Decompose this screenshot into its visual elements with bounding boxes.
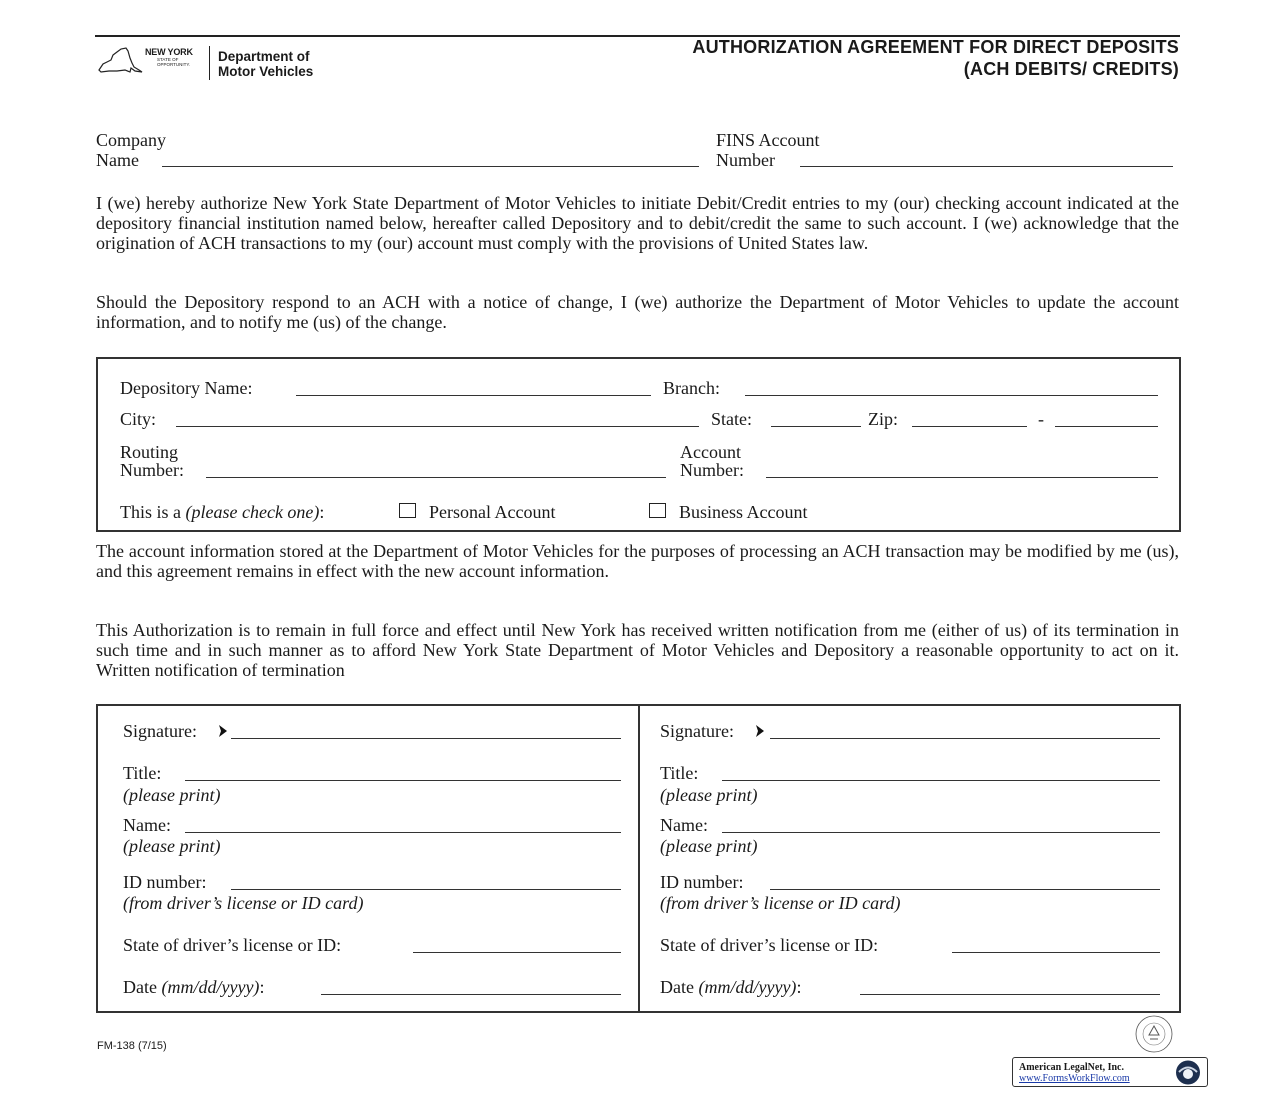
company-name-field[interactable] <box>162 152 699 167</box>
title-label: Title: <box>123 763 162 783</box>
logo-tagline: STATE OF OPPORTUNITY. <box>157 57 191 67</box>
title-field[interactable] <box>722 766 1160 781</box>
name-label: Name: <box>123 815 171 835</box>
title-hint: (please print) <box>660 785 758 805</box>
signature-box-divider <box>638 704 640 1013</box>
id-number-field[interactable] <box>770 875 1160 890</box>
legalnet-globe-icon <box>1171 1059 1205 1086</box>
fins-account-field[interactable] <box>800 152 1173 167</box>
id-number-label: ID number: <box>660 872 744 892</box>
signature-pointer-icon <box>218 724 228 738</box>
id-number-hint: (from driver’s license or ID card) <box>123 893 364 913</box>
id-number-field[interactable] <box>231 875 621 890</box>
fins-account-label: FINS Account Number <box>716 130 820 170</box>
personal-account-label: Personal Account <box>429 502 556 522</box>
recycle-seal-icon <box>1119 1014 1181 1054</box>
license-state-field[interactable] <box>413 938 621 953</box>
signature-pointer-icon <box>755 724 765 738</box>
form-code: FM-138 (7/15) <box>97 1040 167 1052</box>
license-state-label: State of driver’s license or ID: <box>123 935 342 955</box>
routing-number-field[interactable] <box>206 463 666 478</box>
branch-field[interactable] <box>745 381 1158 396</box>
dmv-logo <box>97 44 357 84</box>
state-label: State: <box>711 409 752 429</box>
account-modification-paragraph: The account information stored at the Department of Motor Vehicles for the purposes of processing an ACH transaction may be modified by me (us), and this agreement remains in effect with the new account information. <box>96 541 1179 581</box>
signer-block-2 <box>660 704 1160 1013</box>
logo-divider <box>209 46 210 80</box>
routing-number-label: Routing Number: <box>120 442 184 480</box>
signer-block-1 <box>123 704 623 1013</box>
legalnet-name: American LegalNet, Inc. <box>1019 1062 1124 1073</box>
depository-name-label: Depository Name: <box>120 378 253 398</box>
date-field[interactable] <box>860 980 1160 995</box>
company-name-label: Company Name <box>96 130 166 170</box>
legalnet-url-link[interactable]: www.FormsWorkFlow.com <box>1019 1073 1130 1084</box>
signature-label: Signature: <box>660 721 734 741</box>
zip-field[interactable] <box>912 412 1027 427</box>
account-type-row: This is a (please check one): <box>120 502 325 522</box>
city-field[interactable] <box>176 412 699 427</box>
logo-state-text: NEW YORK <box>145 47 193 57</box>
american-legalnet-badge[interactable] <box>1012 1057 1208 1087</box>
account-number-field[interactable] <box>766 463 1158 478</box>
form-title-line1: AUTHORIZATION AGREEMENT FOR DIRECT DEPOSITS <box>692 37 1179 57</box>
zip-dash: - <box>1038 409 1044 429</box>
zip-extension-field[interactable] <box>1055 412 1158 427</box>
logo-department: Department of Motor Vehicles <box>218 49 314 79</box>
city-label: City: <box>120 409 157 429</box>
date-label: Date (mm/dd/yyyy): <box>660 977 802 997</box>
branch-label: Branch: <box>663 378 720 398</box>
business-account-label: Business Account <box>679 502 808 522</box>
name-label: Name: <box>660 815 708 835</box>
title-label: Title: <box>660 763 699 783</box>
state-field[interactable] <box>771 412 861 427</box>
name-hint: (please print) <box>660 836 758 856</box>
signature-field[interactable] <box>770 724 1160 739</box>
date-label: Date (mm/dd/yyyy): <box>123 977 265 997</box>
license-state-field[interactable] <box>952 938 1160 953</box>
notice-of-change-paragraph: Should the Depository respond to an ACH with a notice of change, I (we) authorize the Department of Motor Vehicles to update the account information, and to notify me (us) of the change. <box>96 292 1179 332</box>
authorization-paragraph: I (we) hereby authorize New York State Department of Motor Vehicles to initiate Debit/Credit entries to my (our) checking account indicated at the depository financial institution named below, hereafter called Depository and to debit/credit the same to such account. I (we) acknowledge that the origination of ACH transactions to my (our) account must comply with the provisions of United States law. <box>96 193 1179 253</box>
name-field[interactable] <box>185 818 621 833</box>
license-state-label: State of driver’s license or ID: <box>660 935 879 955</box>
signature-field[interactable] <box>231 724 621 739</box>
account-number-label: Account Number: <box>680 442 744 480</box>
signature-label: Signature: <box>123 721 197 741</box>
depository-name-field[interactable] <box>296 381 651 396</box>
form-title-line2: (ACH DEBITS/ CREDITS) <box>963 59 1179 79</box>
name-field[interactable] <box>722 818 1160 833</box>
termination-paragraph: This Authorization is to remain in full force and effect until New York has received written notification from me (either of us) of its termination in such time and in such manner as to afford New York State Department of Motor Vehicles and Depository a reasonable opportunity to act on it. Written notification of termination <box>96 620 1179 680</box>
new-york-state-map-icon <box>97 46 143 76</box>
name-hint: (please print) <box>123 836 221 856</box>
title-field[interactable] <box>185 766 621 781</box>
id-number-label: ID number: <box>123 872 207 892</box>
date-field[interactable] <box>321 980 621 995</box>
personal-account-checkbox[interactable] <box>399 503 416 518</box>
id-number-hint: (from driver’s license or ID card) <box>660 893 901 913</box>
business-account-checkbox[interactable] <box>649 503 666 518</box>
zip-label: Zip: <box>868 409 898 429</box>
title-hint: (please print) <box>123 785 221 805</box>
